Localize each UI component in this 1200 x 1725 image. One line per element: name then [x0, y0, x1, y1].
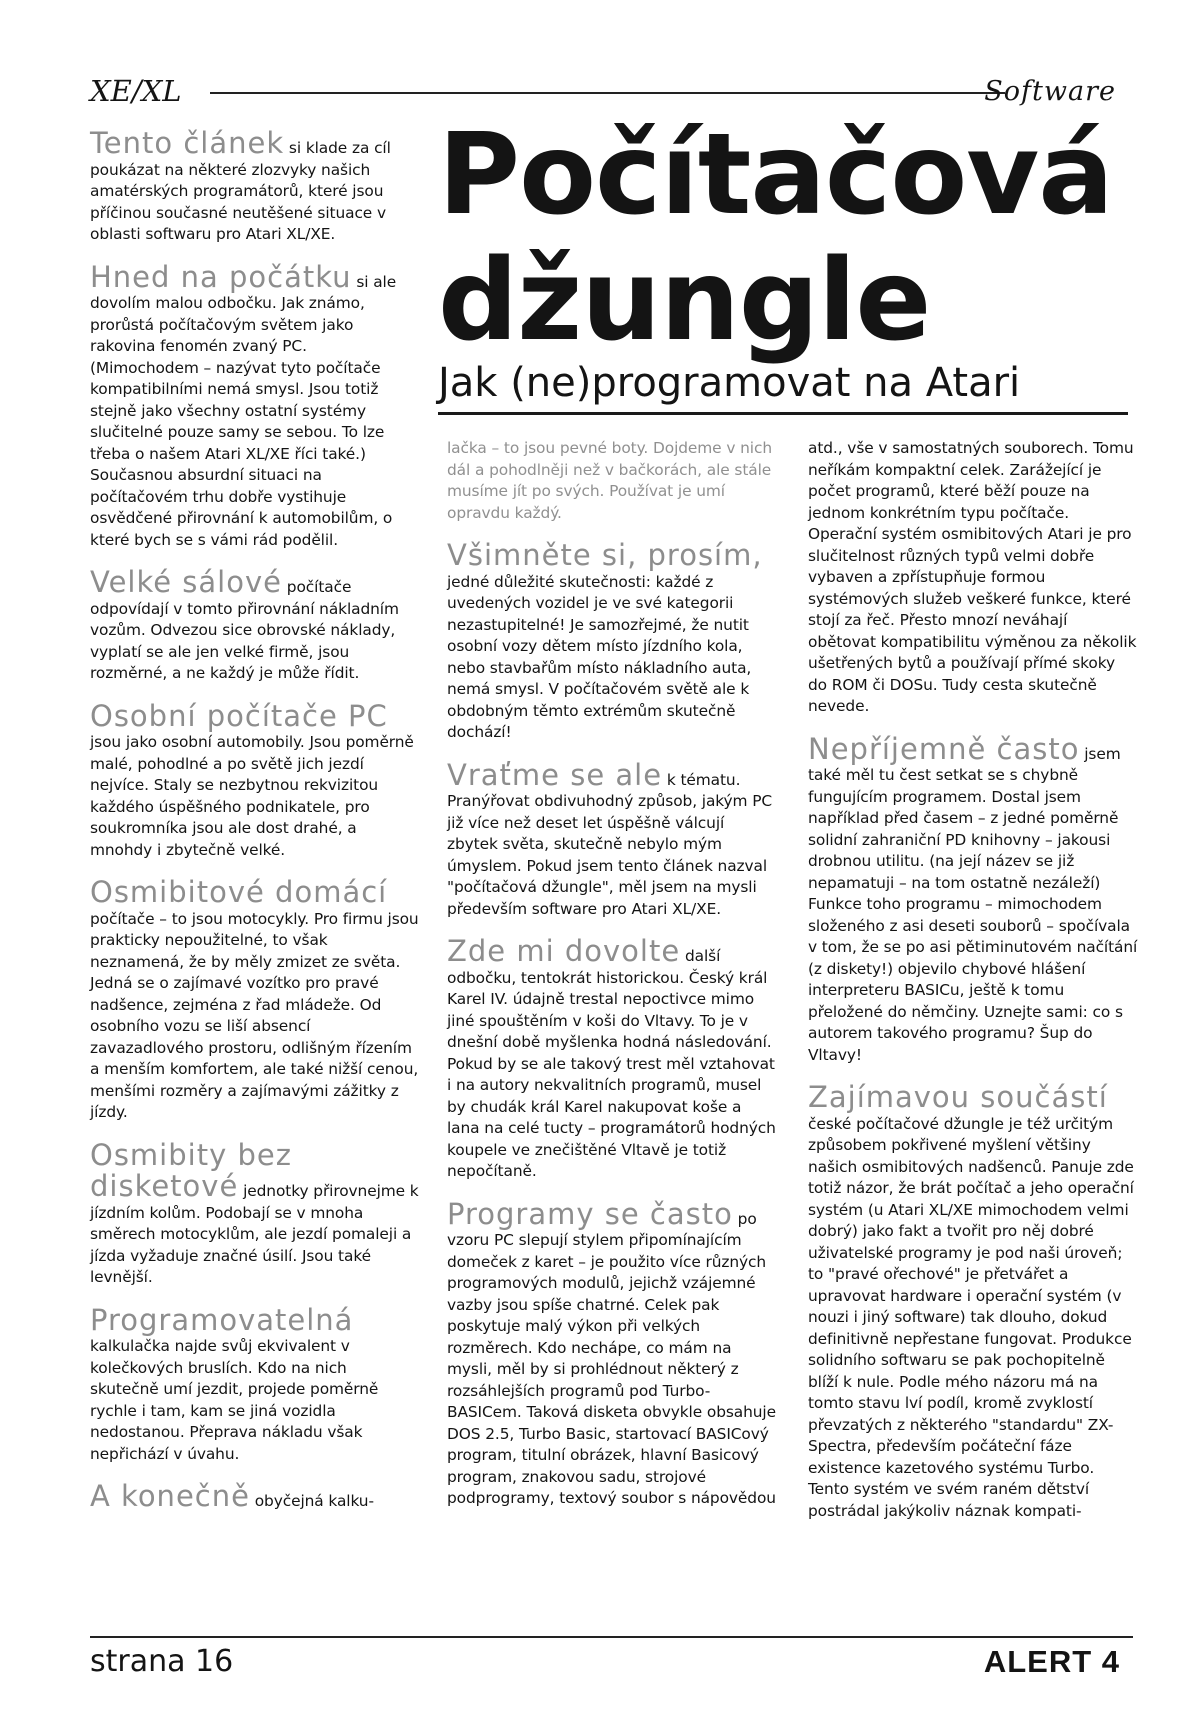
paragraph-lead: Programy se často	[447, 1196, 733, 1231]
paragraph-text: k tématu. Pranýřovat obdivuhodný způsob, jakým PC již více než deset let úspěšně válcují zbytek světa, skutečně nebylo mým úmyslem. Pokud jsem tento článek nazval "počítačová džungle", měl jsem na mysli především software pro Atari XL/XE.	[447, 770, 773, 918]
paragraph-lead: Osmibity bez disketové	[90, 1137, 292, 1203]
magazine-section-label: XE/XL	[90, 74, 182, 108]
paragraph-lead: Vraťme se ale	[447, 757, 663, 792]
paragraph	[447, 936, 777, 1183]
paragraph	[808, 1082, 1138, 1522]
paragraph-text: si ale dovolím malou odbočku. Jak známo, prorůstá počítačovým světem jako rakovina fenomén zvaný PC. (Mimochodem – nazývat tyto počítače kompatibilními nemá smysl. Jsou totiž stejně jako všechny ostatní systémy slučitelné pouze samy se sebou. To lze třeba o našem Atari XL/XE říci také.) Současnou absurdní situaci na počítačovém trhu dobře vystihuje osvědčené přirovnání k automobilům, o které bych se s vámi rád podělil.	[90, 272, 397, 549]
paragraph-text: lačka – to jsou pevné boty. Dojdeme v nich dál a pohodlněji než v bačkorách, ale stále musíme jít po svých. Používat je umí opravdu každý.	[447, 439, 772, 522]
paragraph-text: si klade za cíl poukázat na některé zlozvyky našich amatérských programátorů, které jsou příčinou současné neutěšené situace v oblasti softwaru pro Atari XL/XE.	[90, 139, 391, 243]
paragraph-lead: Velké sálové	[90, 565, 282, 599]
paragraph-text: české počítačové džungle je též určitým způsobem pokřivené myšlení většiny našich osmibitových nadšenců. Panuje zde totiž názor, že brát počítač a jeho operační systém (u Atari XL/XE mimochodem velmi dobrý) jako fakt a tvořit pro něj dobré uživatelské programy je pod naši úroveň; to "pravé ořechové" je přetvářet a upravovat hardware i operační systém (v nouzi i jiný software) tak dlouho, dokud definitivně nepřestane fungovat. Produkce solidního softwaru se pak pochopitelně blíží k nule. Podle mého názoru má na tomto stavu lví podíl, kromě zvyklostí převzatých z některého "standardu" ZX-Spectra, především počáteční fáze existence kazetového systému Turbo. Tento systém ve svém raném dětství postrádal jakýkoliv náznak kompati-	[808, 1114, 1134, 1520]
paragraph	[90, 567, 420, 685]
paragraph-text: po vzoru PC slepují stylem připomínajícím domeček z karet – je použito více různých programových modulů, jejichž vzájemné vazby jsou spíše chatrné. Celek pak poskytuje malý výkon při velkých rozměrech. Kdo nechápe, co mám na mysli, měl by si prohlédnout některý z rozsáhlejších programů pod Turbo-BASICem. Taková disketa obvykle obsahuje DOS 2.5, Turbo Basic, startovací BASICový program, titulní obrázek, hlavní Basicový program, znakovou sadu, strojové podprogramy, textový soubor s nápovědou	[447, 1209, 776, 1507]
paragraph-lead: Osobní počítače PC	[90, 698, 388, 733]
title-line-1: Počítačová	[438, 110, 1113, 240]
text-column-3	[808, 428, 1138, 1538]
paragraph	[447, 428, 777, 524]
paragraph	[90, 1137, 420, 1289]
paragraph-text: kalkulačka najde svůj ekvivalent v kolečkových bruslích. Kdo na nich skutečně umí jezdit, projede poměrně rychle i tam, kam se jiná vozidla nedostanou. Přeprava nákladu však nepřichází v úvahu.	[90, 1337, 379, 1463]
paragraph-text: jsem také měl tu čest setkat se s chybně fungujícím programem. Dostal jsem například před časem – z jedné poměrně solidní zahraniční PD knihovny – jakousi drobnou utilitu. (na její název se již nepamatuji – na tom ostatně nezáleží) Funkce toho programu – mimochodem složeného z asi deseti souborů – spočívala v tom, že se po asi pětiminutovém načítání (z diskety!) objevilo chybové hlášení interpreteru BASICu, ještě k tomu přeložené do němčiny. Uznejte sami: co s autorem takového programu? Šup do Vltavy!	[808, 744, 1138, 1064]
paragraph	[90, 698, 420, 862]
paragraph	[447, 540, 777, 744]
article-subtitle: Jak (ne)programovat na Atari	[438, 360, 1021, 406]
paragraph-lead: Tento článek	[90, 126, 285, 160]
footer-rule	[90, 1636, 1133, 1638]
paragraph	[90, 877, 420, 1124]
paragraph-lead: Nepříjemně často	[808, 731, 1080, 766]
text-column-1	[90, 128, 420, 1529]
paragraph	[447, 757, 777, 921]
paragraph-lead: Zajímavou součástí	[808, 1080, 1108, 1114]
paragraph-lead: Programovatelná	[90, 1302, 354, 1337]
paragraph-lead: Osmibitové domácí	[90, 875, 388, 909]
paragraph-text: počítače – to jsou motocykly. Pro firmu jsou prakticky nepoužitelné, to však neznamená, že by měly zmizet ze světa. Jedná se o zajímavé vozítko pro pravé nadšence, zejména z řad mládeže. Od osobního vozu se liší absencí zavazadlového prostoru, odlišným řízením a menším komfortem, ale také nižší cenou, menšími rozměry a zajímavými zážitky z jízdy.	[90, 909, 419, 1121]
paragraph-lead: Zde mi dovolte	[447, 934, 681, 968]
paragraph-text: jedné důležité skutečnosti: každé z uvedených vozidel je ve své kategorii nezastupitelné! Je samozřejmé, že nutit osobní vozy dětem místo jízdního kola, nebo stavbařům místo nákladního auta, nemá smysl. V počítačovém světě ale k obdobným těmto extrémům skutečně dochází!	[447, 572, 752, 741]
paragraph-text: další odbočku, tentokrát historickou. Český král Karel IV. údajně trestal nepoctivce mimo jiné spouštěním v koši do Vltavy. To je v dnešní době myšlenka hodná následování. Pokud by se ale takový trest měl vztahovat i na autory nekvalitních programů, musel by chudák král Karel nakupovat koše a lana na celé tucty – programátorů hodných koupele ve znečištěné Vltavě je totiž nepočítaně.	[447, 947, 776, 1180]
paragraph	[808, 731, 1138, 1067]
paragraph-text: jednotky přirovnejme k jízdním kolům. Podobají se v mnoha směrech motocyklům, ale jezdí pomaleji a jízda vyžaduje značné úsilí. Jsou také levnější.	[90, 1182, 419, 1286]
paragraph	[90, 128, 420, 246]
paragraph-text: atd., vše v samostatných souborech. Tomu neříkám kompaktní celek. Zarážející je počet programů, které běží pouze na jednom konkrétním typu počítače. Operační systém osmibitových Atari je pro slučitelnost různých typů velmi dobře vybaven a zpřístupňuje formou systémových služeb veškeré funkce, které stojí za řeč. Přesto mnozí neváhají obětovat kompatibilitu výměnou za několik ušetřených bytů a používají přímé skoky do ROM či DOSu. Tudy cesta skutečně nevede.	[808, 439, 1137, 715]
paragraph-lead: Všimněte si, prosím,	[447, 538, 763, 572]
paragraph-text: jsou jako osobní automobily. Jsou poměrně malé, pohodlné a po světě jich jezdí nejvíce. Staly se nezbytnou rekvizitou každého úspěšného podnikatele, pro soukromníka jsou ale dost drahé, a mnohdy i zbytečně velké.	[90, 733, 414, 859]
paragraph-text: obyčejná kalku-	[249, 1492, 374, 1510]
category-label: Software	[984, 76, 1116, 107]
article-title	[438, 112, 1113, 364]
header-rule	[210, 92, 1005, 94]
page-number: strana 16	[90, 1644, 234, 1679]
title-line-2: džungle	[438, 236, 931, 366]
paragraph-lead: Hned na počátku	[90, 259, 352, 294]
paragraph-text: počítače odpovídají v tomto přirovnání nákladním vozům. Odvezou sice obrovské náklady, vyplatí se ale jen velké firmě, jsou rozměrné, a ne každý je může řídit.	[90, 578, 399, 682]
subtitle-rule	[438, 412, 1128, 415]
paragraph	[90, 1302, 420, 1466]
paragraph	[447, 1196, 777, 1510]
paragraph	[90, 259, 420, 552]
paragraph	[808, 428, 1138, 718]
paragraph	[90, 1481, 420, 1513]
paragraph-lead: A konečně	[90, 1479, 250, 1513]
text-column-2	[447, 428, 777, 1526]
magazine-issue: ALERT 4	[983, 1644, 1120, 1679]
